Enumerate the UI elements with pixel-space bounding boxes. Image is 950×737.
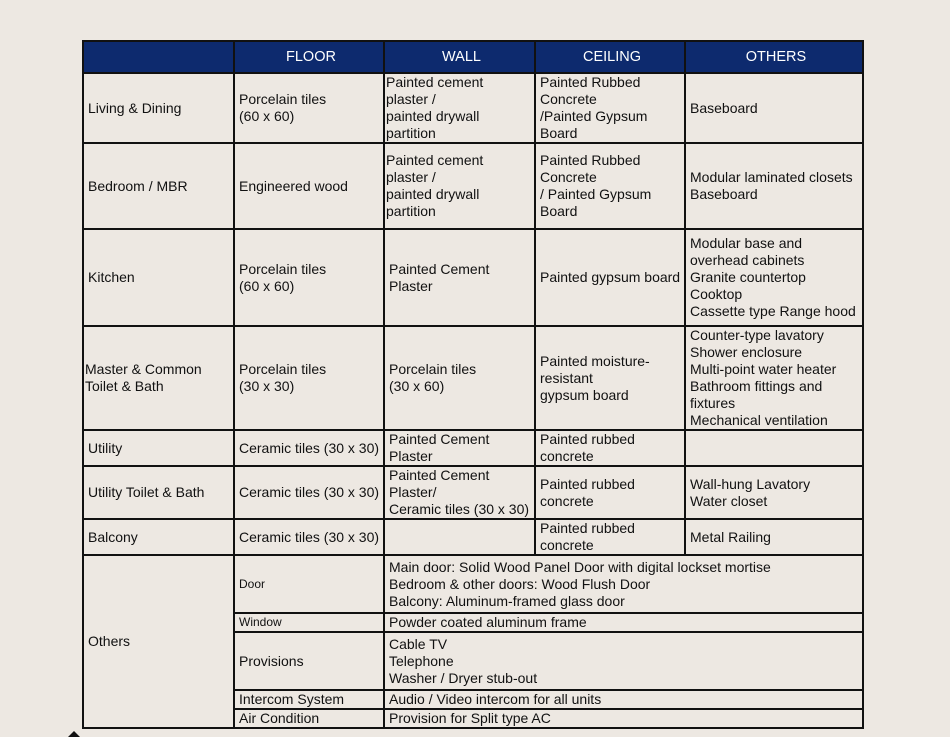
- wall-cell: Painted Cement Plaster/ Ceramic tiles (30 x 30): [384, 466, 535, 519]
- wall-cell: Painted Cement Plaster: [384, 430, 535, 466]
- others-cell: Wall-hung Lavatory Water closet: [685, 466, 863, 519]
- others-cell: [685, 430, 863, 466]
- floor-cell: Porcelain tiles (30 x 30): [234, 326, 384, 430]
- ceiling-cell: Painted rubbed concrete: [535, 466, 685, 519]
- finishes-schedule: [82, 40, 862, 729]
- header-wall: WALL: [384, 41, 535, 73]
- room-name: Kitchen: [83, 229, 234, 326]
- floor-cell: Porcelain tiles (60 x 60): [234, 73, 384, 143]
- floor-cell: Ceramic tiles (30 x 30): [234, 519, 384, 555]
- header-others: OTHERS: [685, 41, 863, 73]
- room-name: Balcony: [83, 519, 234, 555]
- others-item-name: Provisions: [234, 632, 384, 690]
- others-item-value: Audio / Video intercom for all units: [384, 690, 863, 709]
- table-row: [83, 143, 863, 229]
- ceiling-cell: Painted moisture- resistant gypsum board: [535, 326, 685, 430]
- header-ceiling: CEILING: [535, 41, 685, 73]
- table-row: [83, 466, 863, 519]
- ceiling-cell: Painted Rubbed Concrete /Painted Gypsum Board: [535, 73, 685, 143]
- floor-cell: Ceramic tiles (30 x 30): [234, 466, 384, 519]
- others-item-value: Provision for Split type AC: [384, 709, 863, 728]
- table-row: [83, 326, 863, 430]
- others-cell: Counter-type lavatory Shower enclosure Multi-point water heater Bathroom fittings and fixtures Mechanical ventilation: [685, 326, 863, 430]
- others-item-name: Air Condition: [234, 709, 384, 728]
- ceiling-cell: Painted Rubbed Concrete / Painted Gypsum Board: [535, 143, 685, 229]
- floor-cell: Engineered wood: [234, 143, 384, 229]
- header-room: [83, 41, 234, 73]
- others-item-name: Intercom System: [234, 690, 384, 709]
- header-floor: FLOOR: [234, 41, 384, 73]
- room-name: Utility Toilet & Bath: [83, 466, 234, 519]
- others-item-value: Main door: Solid Wood Panel Door with digital lockset mortise Bedroom & other doors: Wood Flush Door Balcony: Aluminum-framed glass door: [384, 555, 863, 613]
- table-row: [83, 229, 863, 326]
- header-row: [83, 41, 863, 73]
- floor-cell: Porcelain tiles (60 x 60): [234, 229, 384, 326]
- wall-cell: Painted cement plaster / painted drywall partition: [384, 73, 535, 143]
- others-cell: Baseboard: [685, 73, 863, 143]
- others-cell: Metal Railing: [685, 519, 863, 555]
- others-item-name: Door: [234, 555, 384, 613]
- wall-cell: Painted Cement Plaster: [384, 229, 535, 326]
- others-item-name: Window: [234, 613, 384, 632]
- others-item-value: Cable TV Telephone Washer / Dryer stub-out: [384, 632, 863, 690]
- wall-cell: [384, 519, 535, 555]
- wall-cell: Porcelain tiles (30 x 60): [384, 326, 535, 430]
- others-cell: Modular base and overhead cabinets Granite countertop Cooktop Cassette type Range hood: [685, 229, 863, 326]
- table-row: [83, 430, 863, 466]
- ceiling-cell: Painted rubbed concrete: [535, 519, 685, 555]
- wall-cell: Painted cement plaster / painted drywall partition: [384, 143, 535, 229]
- others-item-value: Powder coated aluminum frame: [384, 613, 863, 632]
- ceiling-cell: Painted rubbed concrete: [535, 430, 685, 466]
- room-name: Bedroom / MBR: [83, 143, 234, 229]
- page-corner-marker: [68, 731, 80, 737]
- room-name: Utility: [83, 430, 234, 466]
- others-cell: Modular laminated closets Baseboard: [685, 143, 863, 229]
- room-name: Master & Common Toilet & Bath: [83, 326, 234, 430]
- others-section-label: Others: [83, 555, 234, 728]
- others-row-door: [83, 555, 863, 613]
- ceiling-cell: Painted gypsum board: [535, 229, 685, 326]
- table-row: [83, 519, 863, 555]
- table-row: [83, 73, 863, 143]
- finishes-table: [82, 40, 864, 729]
- room-name: Living & Dining: [83, 73, 234, 143]
- floor-cell: Ceramic tiles (30 x 30): [234, 430, 384, 466]
